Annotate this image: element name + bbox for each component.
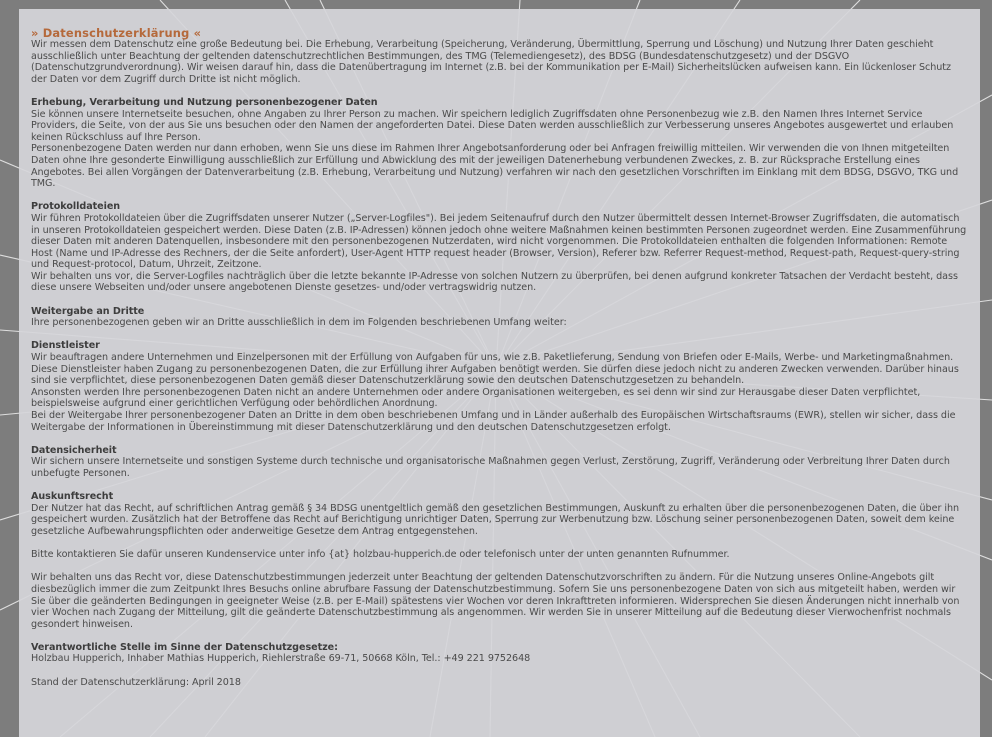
- dienstleister-paragraph-2: Ansonsten werden Ihre personenbezogenen Daten nicht an andere Unternehmen oder andere Organisationen weitergeben, es sei denn wir sind zur Herausgabe dieser Daten verpflichtet, beispielsweise aufgrund einer gerichtlichen Verfügung oder behördlichen Anordnung.: [31, 386, 921, 410]
- spacer: [31, 665, 968, 677]
- dienstleister-paragraph-3: Bei der Weitergabe Ihrer personenbezogener Daten an Dritte in dem oben beschriebenen Umfang und in Länder außerhalb des Europäischen Wirtschaftsraums (EWR), stellen wir sicher, dass die Weitergabe der Informationen in Übereinstimmung mit dieser Datenschutzerklärung und den deutschen Datenschutzgesetzen erfolgt.: [31, 410, 956, 433]
- protokoll-paragraph-2: Wir behalten uns vor, die Server-Logfiles nachträglich über die letzte bekannte IP-Adresse von solchen Nutzern zu überprüfen, bei denen aufgrund konkreter Tatsachen der Verdacht besteht, dass diese unsere Webseiten und/oder unsere angebotenen Dienste gesetzes- und/oder vertragswidrig nutzen.: [31, 270, 958, 294]
- section-heading-dienstleister: Dienstleister: [31, 340, 100, 352]
- spacer: [31, 561, 968, 573]
- privacy-panel: [19, 9, 980, 737]
- weitergabe-paragraph-1: Ihre personenbezogenen geben wir an Dritte ausschließlich in dem im Folgenden beschriebenen Umfang weiter:: [31, 317, 567, 329]
- spacer: [31, 538, 968, 550]
- auskunft-paragraph-1: Der Nutzer hat das Recht, auf schriftlichen Antrag gemäß § 34 BDSG unentgeltlich gemäß den gesetzlichen Bestimmungen, Auskunft zu erhalten über die personenbezogenen Daten, die über ihn gespeichert wurden. Zusätzlich hat der Betroffene das Recht auf Berichtigung unrichtiger Daten, Sperrung zur Werbenutzung bzw. Löschung seiner personenbezogenen Daten, soweit dem keine gesetzliche Aufbewahrungspflichten oder anderweitige Gesetze dem Antrag entgegenstehen.: [31, 502, 960, 537]
- erhebung-paragraph-2: Personenbezogene Daten werden nur dann erhoben, wenn Sie uns diese im Rahmen Ihrer Angebotsanforderung oder bei Anfragen freiwillig mitteilen. Wir verwenden die von Ihnen mitgeteilten Daten ohne Ihre gesonderte Einwilligung ausschließlich zur Erfüllung und Abwicklung des mit der jeweiligen Datenerhebung verbundenen Zweckes, z. B. zur Rücksprache Erstellung eines Angebotes. Bei allen Vorgängen der Datenverarbeitung (z.B. Erhebung, Verarbeitung und Nutzung) verfahren wir nach den gesetzlichen Vorschriften im Einklang mit dem BDSG, DSGVO, TKG und TMG.: [31, 143, 959, 190]
- section-heading-verantwortlich: Verantwortliche Stelle im Sinne der Datenschutzgesetze:: [31, 641, 338, 653]
- verantwortlich-address: Holzbau Hupperich, Inhaber Mathias Hupperich, Riehlerstraße 69-71, 50668 Köln, Tel.: +49 221 9752648: [31, 653, 531, 665]
- erhebung-paragraph-1: Sie können unsere Internetseite besuchen, ohne Angaben zu Ihrer Person zu machen. Wir speichern lediglich Zugriffsdaten ohne Personenbezug wie z.B. den Namen Ihres Internet Service Providers, die Seite, von der aus Sie uns besuchen oder den Namen der angeforderten Datei. Diese Daten werden ausschließlich zur Verbesserung unseres Angebotes ausgewertet und erlauben keinen Rückschluss auf Ihre Person.: [31, 108, 954, 143]
- intro-paragraph: Wir messen dem Datenschutz eine große Bedeutung bei. Die Erhebung, Verarbeitung (Speicherung, Veränderung, Übermittlung, Sperrung und Löschung) und Nutzung Ihrer Daten geschieht ausschließlich unter Beachtung der geltenden datenschutzrechtlichen Bestimmungen, des TMG (Telemediengesetz), des BDSG (Bundesdatenschutzgesetz) und der DSGVO (Datenschutzgrundverordnung). Wir weisen darauf hin, dass die Datenübertragung im Internet (z.B. bei der Kommunikation per E-Mail) Sicherheitslücken aufweisen kann. Ein lückenloser Schutz der Daten vor dem Zugriff durch Dritte ist nicht möglich.: [31, 39, 951, 85]
- section-heading-erhebung: Erhebung, Verarbeitung und Nutzung personenbezogener Daten: [31, 96, 378, 108]
- privacy-content: [31, 27, 968, 688]
- section-heading-auskunft: Auskunftsrecht: [31, 491, 114, 503]
- aenderung-paragraph: Wir behalten uns das Recht vor, diese Datenschutzbestimmungen jederzeit unter Beachtung der geltenden Datenschutzvorschriften zu ändern. Für die Nutzung unseres Online-Angebots gilt diesbezüglich immer die zum Zeitpunkt Ihres Besuchs online abrufbare Fassung der Datenschutzbestimmung. Sofern Sie uns personenbezogene Daten von sich aus mitgeteilt haben, werden wir Sie über die geänderten Bedingungen in geeigneter Weise (z.B. per E-Mail) spätestens vier Wochen vor deren Inkrafttreten informieren. Widersprechen Sie diesen Änderungen nicht innerhalb von vier Wochen nach Zugang der Mitteilung, gilt die geänderte Datenschutzbestimmung als angenommen. Wir werden Sie in unserer Mitteilung auf die Bedeutung dieser Vierwochenfrist nochmals gesondert hinweisen.: [31, 572, 960, 630]
- page-title: » Datenschutzerklärung «: [31, 26, 202, 40]
- kontakt-paragraph: Bitte kontaktieren Sie dafür unseren Kundenservice unter info {at} holzbau-hupperich.de oder telefonisch unter der unten genannten Rufnummer.: [31, 549, 730, 561]
- section-heading-protokoll: Protokolldateien: [31, 201, 121, 213]
- stand-date: Stand der Datenschutzerklärung: April 2018: [31, 676, 241, 688]
- section-heading-sicherheit: Datensicherheit: [31, 444, 117, 456]
- section-heading-weitergabe: Weitergabe an Dritte: [31, 305, 145, 317]
- sicherheit-paragraph-1: Wir sichern unsere Internetseite und sonstigen Systeme durch technische und organisatorische Maßnahmen gegen Verlust, Zerstörung, Zugriff, Veränderung oder Verbreitung Ihrer Daten durch unbefugte Personen.: [31, 456, 950, 479]
- protokoll-paragraph-1: Wir führen Protokolldateien über die Zugriffsdaten unserer Nutzer („Server-Logfiles"). Bei jedem Seitenaufruf durch den Nutzer übermittelt dessen Internet-Browser Zugriffsdaten, die automatisch in unseren Protokolldateien gespeichert werden. Diese Daten (z.B. IP-Adressen) können jedoch ohne weitere Maßnahmen keinen bestimmten Personen zugeordnet werden. Eine Zusammenführung dieser Daten mit anderen Datenquellen, insbesondere mit den personenbezogenen Nutzerdaten, wird nicht vorgenommen. Die Protokolldateien enthalten die folgenden Informationen: Remote Host (Name und IP-Adresse des Rechners, der die Seite anfordert), User-Agent HTTP request header (Browser, Version), Referer bzw. Referrer Request-method, Request-path, Request-query-string und Request-protocol, Datum, Uhrzeit, Zeitzone.: [31, 212, 967, 271]
- dienstleister-paragraph-1: Wir beauftragen andere Unternehmen und Einzelpersonen mit der Erfüllung von Aufgaben für uns, wie z.B. Paketlieferung, Sendung von Briefen oder E-Mails, Werbe- und Marketingmaßnahmen. Diese Dienstleister haben Zugang zu personenbezogenen Daten, die zur Erfüllung ihrer Aufgaben benötigt werden. Sie dürfen diese jedoch nicht zu anderen Zwecken verwenden. Darüber hinaus sind sie verpflichtet, diese personenbezogenen Daten gemäß dieser Datenschutzerklärung sowie den deutschen Datenschutzgesetzen zu behandeln.: [31, 352, 959, 387]
